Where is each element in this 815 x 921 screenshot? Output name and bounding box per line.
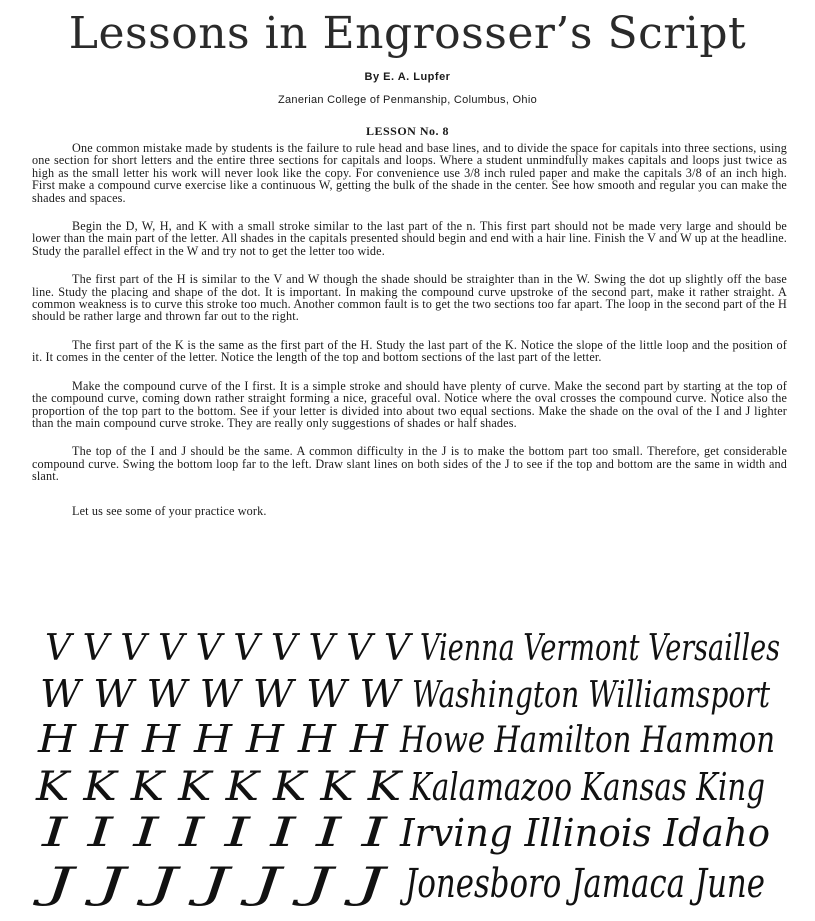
- paragraph: The top of the I and J should be the same. A common difficulty in the J is to make the bottom part too small. Therefore, get considerable compound curve. Swing the bottom loop far to the left. Draw slant lines on both sides of the J to see if the top and bottom are the same in width and slant.: [32, 444, 787, 484]
- closing-line: Let us see some of your practice work.: [72, 503, 267, 518]
- script-row-letters: J J J J J J J: [31, 858, 389, 907]
- paragraph: Make the compound curve of the I first. It is a simple stroke and should have plenty of curve. Make the second part by starting at the top of the compound curve, coming down rather straight forming a nice, graceful oval. Notice where the oval crosses the compound curve. Notice also the proportion of the top part to the bottom. See if your letter is divided into about two equal sections. Make the shade on the oval of the I and J lighter than the main compound curve stroke. They are really only suggestions of shades or half shades.: [32, 378, 787, 430]
- script-row-words: Washington Williamsport: [412, 675, 771, 716]
- script-row-v: [45, 628, 780, 669]
- script-specimen-svg: [0, 612, 815, 912]
- script-row-j: [31, 858, 765, 907]
- script-row-letters: I I I I I I I I: [40, 810, 389, 856]
- script-row-letters: W W W W W W W: [40, 672, 404, 716]
- script-row-letters: V V V V V V V V V V: [45, 628, 415, 669]
- script-row-w: [40, 672, 770, 716]
- script-row-words: Irving Illinois Idaho: [399, 811, 770, 855]
- paragraph: The first part of the K is the same as the first part of the H. Study the last part of the K. Notice the slope of the little loop and the position of it. It comes in the center of the letter. Notice the length of the top and bottom sections of the last part of the letter.: [32, 337, 787, 365]
- author-affiliation: Zanerian College of Penmanship, Columbus, Ohio: [278, 94, 537, 106]
- script-row-words: Vienna Vermont Versailles: [420, 628, 780, 669]
- paragraph: Begin the D, W, H, and K with a small stroke similar to the last part of the n. This first part should not be made very large and should be lower than the main part of the letter. All shades in the capitals presented should begin and end with a hair line. Finish the V and W up at the headline. Study the parallel effect in the W and try not to get the letter too wide.: [32, 219, 787, 258]
- script-row-letters: H H H H H H H: [36, 717, 389, 761]
- script-row-k: [35, 764, 765, 810]
- lesson-body: [32, 142, 787, 533]
- script-specimen: [0, 612, 815, 912]
- paragraph: The first part of the H is similar to the V and W though the shade should be straighter than in the W. Swing the dot up slightly off the base line. Study the placing and shape of the dot. It is important. In making the compound curve upstroke of the second part, make it rather straight. A common weakness is to curve this stroke too much. Another common fault is to get the two sections too far apart. The loop in the second part of the H should be rather large and thrown far out to the right.: [32, 272, 787, 324]
- script-row-letters: K K K K K K K K: [34, 764, 404, 810]
- article-title: Lessons in Engrosser’s Script: [68, 8, 747, 59]
- script-row-words: Jonesboro Jamaca June: [399, 861, 765, 907]
- script-row-i: [40, 810, 770, 856]
- author-byline: By E. A. Lupfer: [364, 71, 451, 83]
- script-row-h: [37, 717, 775, 761]
- script-row-words: Kalamazoo Kansas King: [409, 765, 765, 809]
- lesson-heading: LESSON No. 8: [365, 124, 450, 138]
- script-row-words: Howe Hamilton Hammon: [399, 720, 775, 761]
- paragraph: One common mistake made by students is the failure to rule head and base lines, and to divide the space for capitals into three sections, using one section for short letters and the entire three sections for capitals and loops. Where a student unmindfully makes capitals and loops just twice as high as the small letter his work will never look like the copy. For convenience use 3/8 inch ruled paper and make the capitals 3/8 of an inch high. First make a compound curve exercise like a continuous W, getting the bulk of the shade in the center. See how smooth and regular you can make the shades and spaces.: [32, 141, 787, 205]
